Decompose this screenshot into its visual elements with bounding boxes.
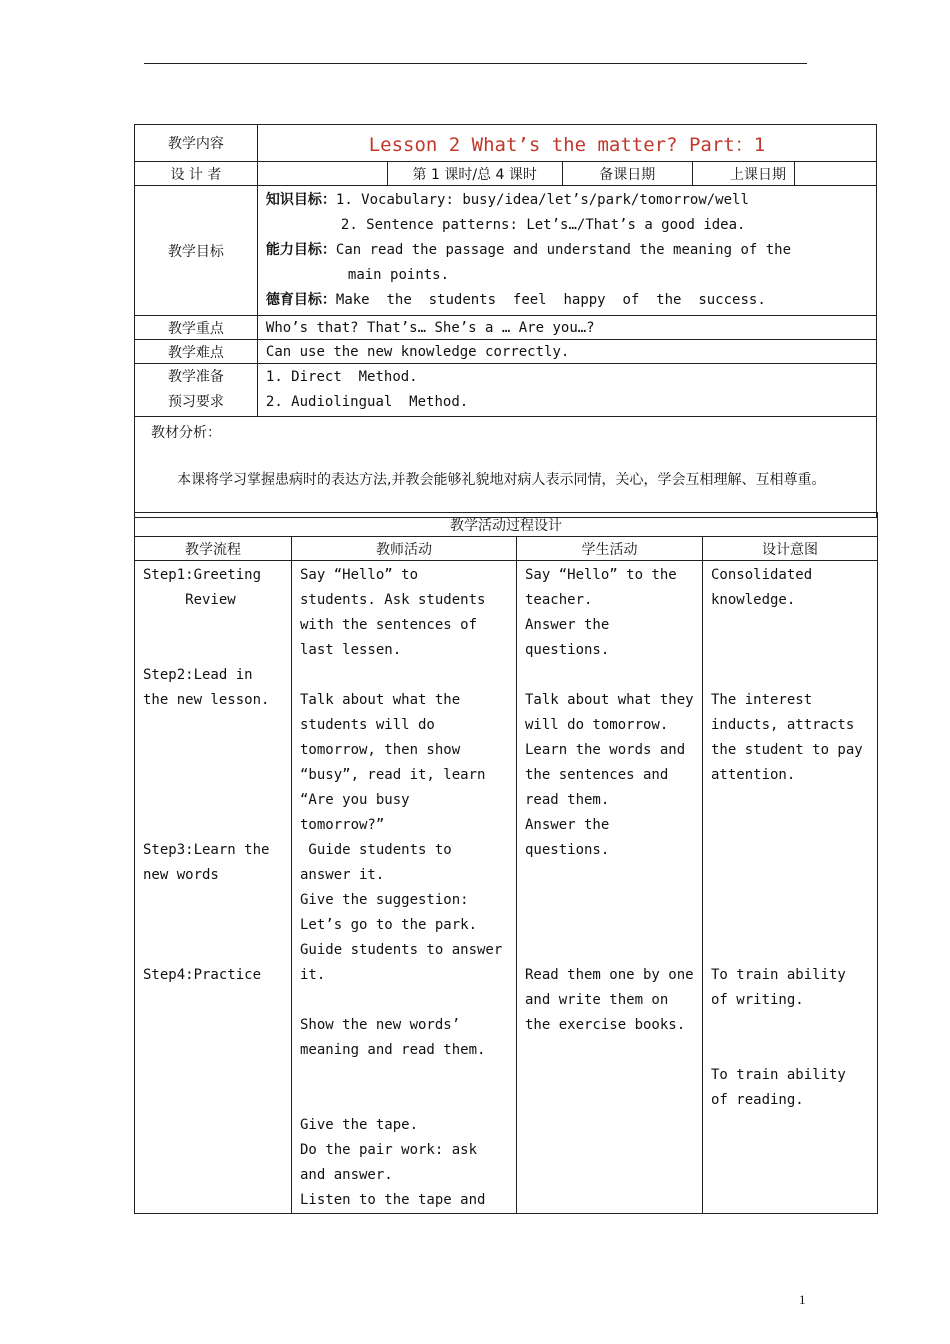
difficulties-value: Can use the new knowledge correctly. — [257, 340, 876, 364]
teacher-line: Guide students to — [300, 842, 452, 858]
teacher-line — [300, 988, 508, 1013]
purpose-line — [711, 1013, 869, 1038]
preparation-label: 教学准备 — [167, 369, 224, 385]
purpose-line: The interest — [711, 692, 813, 708]
goals-cell — [257, 186, 876, 316]
flow-line — [143, 738, 283, 763]
teacher-line: last lessen. — [300, 642, 402, 658]
student-line — [525, 663, 694, 688]
teacher-line: students. Ask students — [300, 592, 486, 608]
teacher-line: Say “Hello” to — [300, 567, 419, 583]
preparation-labels — [135, 364, 258, 417]
purpose-line: To train ability — [711, 967, 846, 983]
purpose-line — [711, 813, 869, 838]
knowledge-goal-1: 1. Vocabulary: busy/idea/let’s/park/tomorrow/well — [335, 192, 749, 208]
teacher-line: Guide students to answer — [300, 942, 503, 958]
flow-line — [143, 763, 283, 788]
content-label: 教学内容 — [135, 125, 258, 162]
flow-line: Step3:Learn the — [143, 842, 270, 858]
preparation-item-2: 2. Audiolingual Method. — [265, 394, 469, 410]
flow-line — [143, 938, 283, 963]
student-line — [525, 938, 694, 963]
knowledge-goal-2: 2. Sentence patterns: Let’s…/That’s a good idea. — [340, 217, 746, 233]
header-student: 学生活动 — [517, 537, 703, 561]
teacher-line: tomorrow, then show — [300, 742, 461, 758]
goals-label: 教学目标 — [135, 186, 258, 316]
teacher-line: and answer. — [300, 1167, 393, 1183]
purpose-line: of reading. — [711, 1092, 804, 1108]
purpose-column — [703, 561, 878, 1214]
moral-goal-label: 德育目标： — [265, 292, 336, 308]
purpose-line — [711, 863, 869, 888]
analysis-label: 教材分析： — [151, 425, 221, 441]
flow-line: new words — [143, 867, 219, 883]
page-number: 1 — [799, 1292, 806, 1307]
difficulties-label: 教学难点 — [135, 340, 258, 364]
period-info: 第 1 课时/总 4 课时 — [387, 162, 562, 186]
key-points-label: 教学重点 — [135, 316, 258, 340]
student-line: read them. — [525, 792, 610, 808]
student-line — [525, 913, 694, 938]
preparation-item-1: 1. Direct Method. — [265, 369, 418, 385]
analysis-cell — [135, 417, 877, 518]
class-date-label: 上课日期 — [692, 162, 794, 186]
teacher-line: Give the tape. — [300, 1117, 419, 1133]
class-date-value — [794, 162, 876, 186]
purpose-line: of writing. — [711, 992, 804, 1008]
teacher-line: it. — [300, 967, 326, 983]
flow-line — [143, 713, 283, 738]
student-line: teacher. — [525, 592, 593, 608]
header-purpose: 设计意图 — [703, 537, 878, 561]
teacher-line: Talk about what the — [300, 692, 461, 708]
lesson-plan-table — [134, 124, 877, 518]
teacher-column — [292, 561, 517, 1214]
purpose-line: To train ability — [711, 1067, 846, 1083]
teacher-line: Show the new words’ — [300, 1017, 461, 1033]
teacher-line — [300, 1063, 508, 1088]
purpose-line — [711, 913, 869, 938]
teacher-line: meaning and read them. — [300, 1042, 486, 1058]
student-line: Say “Hello” to the — [525, 567, 677, 583]
flow-line: the new lesson. — [143, 692, 270, 708]
header-flow: 教学流程 — [135, 537, 292, 561]
purpose-line: knowledge. — [711, 592, 796, 608]
student-line: Answer the — [525, 617, 610, 633]
knowledge-goal-label: 知识目标： — [265, 192, 336, 208]
purpose-line — [711, 613, 869, 638]
teacher-line: answer it. — [300, 867, 385, 883]
teacher-line: Give the suggestion: — [300, 892, 469, 908]
student-line: questions. — [525, 642, 610, 658]
lesson-title: Lesson 2 What’s the matter? Part：1 — [257, 125, 876, 162]
student-line: will do tomorrow. — [525, 717, 669, 733]
moral-goal: Make the students feel happy of the success. — [335, 292, 766, 308]
purpose-line — [711, 663, 869, 688]
teacher-line — [300, 1088, 508, 1113]
flow-line: Review — [143, 592, 236, 608]
header-rule — [144, 63, 807, 64]
teacher-line: Listen to the tape and — [300, 1192, 486, 1208]
purpose-line — [711, 1038, 869, 1063]
flow-line — [143, 913, 283, 938]
purpose-line — [711, 888, 869, 913]
teacher-line: “Are you busy — [300, 792, 410, 808]
process-table — [134, 512, 878, 1214]
teacher-line: tomorrow?” — [300, 817, 385, 833]
flow-line: Step4:Practice — [143, 967, 262, 983]
process-title: 教学活动过程设计 — [135, 513, 878, 537]
purpose-line — [711, 788, 869, 813]
teacher-line: “busy”, read it, learn — [300, 767, 486, 783]
student-line: Learn the words and — [525, 742, 686, 758]
purpose-line: attention. — [711, 767, 796, 783]
designer-value — [257, 162, 387, 186]
flow-line — [143, 638, 283, 663]
student-line: and write them on — [525, 992, 669, 1008]
preview-label: 预习要求 — [167, 394, 224, 410]
ability-goal-1: Can read the passage and understand the meaning of the — [335, 242, 792, 258]
flow-line — [143, 813, 283, 838]
flow-line — [143, 888, 283, 913]
flow-line — [143, 613, 283, 638]
flow-line: Step1:Greeting — [143, 567, 262, 583]
ability-goal-label: 能力目标： — [265, 242, 336, 258]
analysis-text: 本课将学习掌握患病时的表达方法,并教会能够礼貌地对病人表示同情，关心，学会互相理解、互相尊重。 — [177, 472, 826, 488]
prep-date-label: 备课日期 — [562, 162, 692, 186]
student-line: questions. — [525, 842, 610, 858]
teacher-line: Let’s go to the park. — [300, 917, 478, 933]
flow-column — [135, 561, 292, 1214]
student-line: Read them one by one — [525, 967, 694, 983]
student-line: Talk about what they — [525, 692, 694, 708]
student-line: the exercise books. — [525, 1017, 686, 1033]
teacher-line: with the sentences of — [300, 617, 478, 633]
purpose-line: inducts, attracts — [711, 717, 855, 733]
flow-line — [143, 788, 283, 813]
student-column — [517, 561, 703, 1214]
teacher-line: Do the pair work: ask — [300, 1142, 478, 1158]
student-line: the sentences and — [525, 767, 669, 783]
key-points-value: Who’s that? That’s… She’s a … Are you…? — [257, 316, 876, 340]
header-teacher: 教师活动 — [292, 537, 517, 561]
ability-goal-2: main points. — [347, 267, 450, 283]
student-line — [525, 888, 694, 913]
preparation-items — [257, 364, 876, 417]
purpose-line — [711, 938, 869, 963]
teacher-line: students will do — [300, 717, 435, 733]
purpose-line — [711, 838, 869, 863]
purpose-line — [711, 638, 869, 663]
flow-line: Step2:Lead in — [143, 667, 253, 683]
purpose-line: the student to pay — [711, 742, 863, 758]
purpose-line: Consolidated — [711, 567, 813, 583]
teacher-line — [300, 663, 508, 688]
student-line: Answer the — [525, 817, 610, 833]
student-line — [525, 863, 694, 888]
designer-label: 设 计 者 — [135, 162, 258, 186]
